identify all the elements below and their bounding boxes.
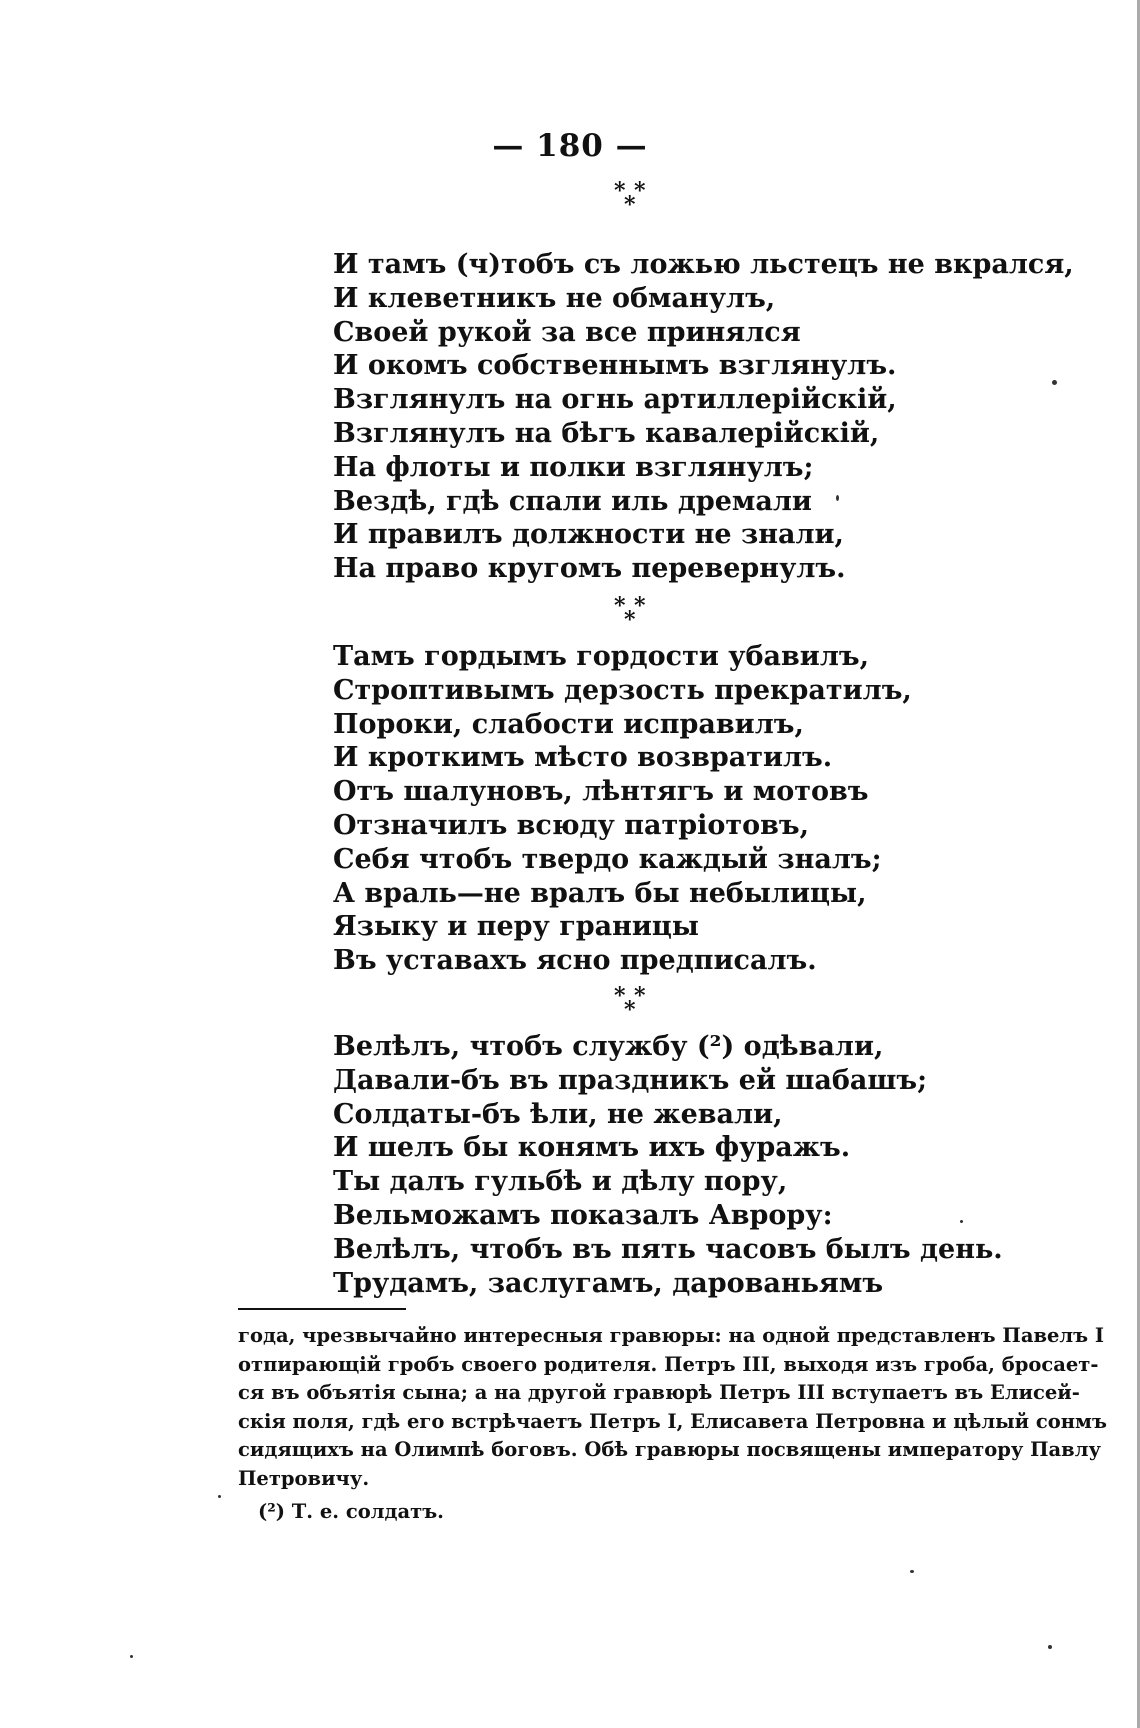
footnote-line: ся въ объятія сына; а на другой гравюрѣ Петръ III вступаетъ въ Елисей-: [238, 1381, 1080, 1405]
verse-line: Пороки, слабости исправилъ,: [333, 708, 804, 740]
footnote-marker: (²): [258, 1500, 285, 1523]
verse-line: Взглянулъ на бѣгъ кавалерійскій,: [333, 417, 880, 449]
verse-line: Отзначилъ всюду патріотовъ,: [333, 809, 809, 841]
verse-line: Вездѣ, гдѣ спали иль дремали: [333, 485, 812, 517]
verse-line: Ты далъ гульбѣ и дѣлу пору,: [333, 1166, 788, 1198]
verse-line: Себя чтобъ твердо каждый зналъ;: [333, 843, 882, 875]
scan-speck: [1052, 380, 1057, 385]
footnote-1: [238, 1322, 1107, 1494]
footnote-line: сидящихъ на Олимпѣ боговъ. Обѣ гравюры посвящены императору Павлу: [238, 1438, 1101, 1462]
verse-line: Въ уставахъ ясно предписалъ.: [333, 945, 817, 977]
scan-speck: [1048, 1645, 1052, 1649]
scan-speck: [218, 1495, 221, 1498]
asterism-2: [612, 595, 652, 637]
verse-line: На право кругомъ перевернулъ.: [333, 553, 846, 585]
verse-line: Взглянулъ на огнь артиллерійскій,: [333, 384, 897, 416]
verse-line: Велѣлъ, чтобъ въ пять часовъ былъ день.: [333, 1233, 1003, 1265]
scan-speck: [836, 495, 839, 501]
footnote-line: Петровичу.: [238, 1466, 370, 1490]
verse-line: И кроткимъ мѣсто возвратилъ.: [333, 742, 833, 774]
verse-line: И тамъ (ч)тобъ съ ложью льстецъ не вкрался,: [333, 249, 1074, 280]
verse-line: Трудамъ, заслугамъ, дарованьямъ: [333, 1267, 884, 1299]
scan-speck: [910, 1570, 914, 1573]
page-number: — 180 —: [492, 128, 648, 164]
asterisk: *: [624, 192, 636, 218]
footnote-rule: [238, 1308, 406, 1310]
verse-line: И окомъ собственнымъ взглянулъ.: [333, 350, 897, 382]
asterisk: *: [634, 593, 646, 619]
footnote-2: [258, 1500, 444, 1523]
scan-speck: [130, 1655, 133, 1658]
verse-line: Языку и перу границы: [333, 911, 699, 943]
verse-line: Строптивымъ дерзость прекратилъ,: [333, 674, 912, 706]
verse-line: Давали-бъ въ праздникъ ей шабашъ;: [333, 1064, 928, 1096]
verse-line: И правилъ должности не знали,: [333, 519, 844, 551]
scan-speck: [960, 1220, 963, 1223]
asterisk: *: [614, 178, 626, 204]
asterisk: *: [624, 607, 636, 633]
footnote-line: отпирающій гробъ своего родителя. Петръ III, выходя изъ гроба, бросает-: [238, 1352, 1099, 1376]
verse-line: На флоты и полки взглянулъ;: [333, 451, 814, 483]
verse-line: Велѣлъ, чтобъ службу (²) одѣвали,: [333, 1031, 884, 1062]
verse-line: А враль—не вралъ бы небылицы,: [333, 877, 867, 909]
asterism-1: [612, 180, 652, 222]
verse-line: И клеветникъ не обманулъ,: [333, 282, 776, 314]
stanza-2: [333, 640, 1053, 978]
footnote-line: года, чрезвычайно интересныя гравюры: на одной представленъ Павелъ I: [238, 1324, 1105, 1347]
verse-line: Вельможамъ показалъ Аврору:: [333, 1199, 833, 1231]
verse-line: Тамъ гордымъ гордости убавилъ,: [333, 641, 869, 672]
asterisk: *: [614, 983, 626, 1009]
verse-line: Солдаты-бъ ѣли, не жевали,: [333, 1098, 783, 1130]
verse-line: Отъ шалуновъ, лѣнтягъ и мотовъ: [333, 776, 869, 808]
footnote-line: скія поля, гдѣ его встрѣчаетъ Петръ I, Елисавета Петровна и цѣлый сонмъ: [238, 1409, 1107, 1433]
footnote-text: Т. е. солдатъ.: [291, 1500, 444, 1523]
asterisk: *: [624, 997, 636, 1023]
asterisk: *: [634, 178, 646, 204]
stanza-1: [333, 248, 1074, 586]
verse-line: Своей рукой за все принялся: [333, 316, 801, 348]
stanza-3: [333, 1030, 1053, 1300]
asterisk: *: [634, 983, 646, 1009]
asterisk: *: [614, 593, 626, 619]
asterism-3: [612, 985, 652, 1027]
verse-line: И шелъ бы конямъ ихъ фуражъ.: [333, 1132, 851, 1164]
